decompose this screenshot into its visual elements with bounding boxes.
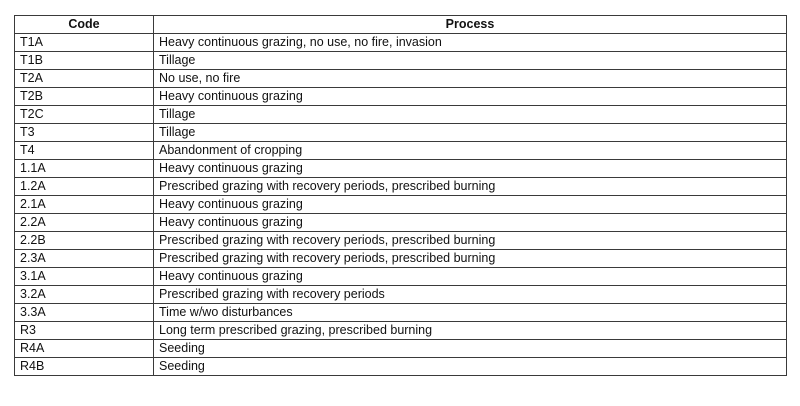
cell-process: Heavy continuous grazing xyxy=(154,214,787,232)
table-row xyxy=(15,196,787,214)
table-row xyxy=(15,142,787,160)
table-row xyxy=(15,232,787,250)
cell-process: Heavy continuous grazing xyxy=(154,268,787,286)
cell-process: Tillage xyxy=(154,52,787,70)
cell-process: Prescribed grazing with recovery periods, prescribed burning xyxy=(154,232,787,250)
table-row xyxy=(15,124,787,142)
cell-code: 2.2B xyxy=(15,232,154,250)
column-header-code: Code xyxy=(15,16,154,34)
table-row xyxy=(15,268,787,286)
process-table-container xyxy=(14,15,786,376)
cell-code: R4A xyxy=(15,340,154,358)
table-row xyxy=(15,34,787,52)
column-header-process: Process xyxy=(154,16,787,34)
cell-code: T4 xyxy=(15,142,154,160)
cell-code: 3.2A xyxy=(15,286,154,304)
cell-process: Heavy continuous grazing xyxy=(154,160,787,178)
cell-process: No use, no fire xyxy=(154,70,787,88)
cell-process: Prescribed grazing with recovery periods, prescribed burning xyxy=(154,178,787,196)
cell-code: 2.1A xyxy=(15,196,154,214)
cell-process: Long term prescribed grazing, prescribed burning xyxy=(154,322,787,340)
cell-code: T2B xyxy=(15,88,154,106)
cell-process: Prescribed grazing with recovery periods, prescribed burning xyxy=(154,250,787,268)
table-row xyxy=(15,88,787,106)
table-row xyxy=(15,250,787,268)
table-row xyxy=(15,214,787,232)
cell-process: Tillage xyxy=(154,124,787,142)
cell-process: Abandonment of cropping xyxy=(154,142,787,160)
cell-code: T1A xyxy=(15,34,154,52)
table-body xyxy=(15,34,787,376)
table-row xyxy=(15,178,787,196)
table-header-row xyxy=(15,16,787,34)
cell-process: Seeding xyxy=(154,340,787,358)
cell-process: Prescribed grazing with recovery periods xyxy=(154,286,787,304)
cell-code: 3.1A xyxy=(15,268,154,286)
cell-code: T3 xyxy=(15,124,154,142)
cell-code: R4B xyxy=(15,358,154,376)
table-row xyxy=(15,358,787,376)
cell-process: Tillage xyxy=(154,106,787,124)
table-row xyxy=(15,322,787,340)
table-row xyxy=(15,304,787,322)
cell-process: Time w/wo disturbances xyxy=(154,304,787,322)
table-row xyxy=(15,106,787,124)
cell-process: Heavy continuous grazing xyxy=(154,88,787,106)
cell-code: T2C xyxy=(15,106,154,124)
cell-code: T2A xyxy=(15,70,154,88)
cell-code: T1B xyxy=(15,52,154,70)
table-row xyxy=(15,160,787,178)
cell-process: Seeding xyxy=(154,358,787,376)
process-table xyxy=(14,15,787,376)
cell-code: 2.3A xyxy=(15,250,154,268)
cell-process: Heavy continuous grazing xyxy=(154,196,787,214)
cell-process: Heavy continuous grazing, no use, no fire, invasion xyxy=(154,34,787,52)
cell-code: 3.3A xyxy=(15,304,154,322)
table-row xyxy=(15,286,787,304)
table-row xyxy=(15,52,787,70)
cell-code: R3 xyxy=(15,322,154,340)
table-row xyxy=(15,70,787,88)
table-row xyxy=(15,340,787,358)
cell-code: 1.2A xyxy=(15,178,154,196)
cell-code: 2.2A xyxy=(15,214,154,232)
cell-code: 1.1A xyxy=(15,160,154,178)
